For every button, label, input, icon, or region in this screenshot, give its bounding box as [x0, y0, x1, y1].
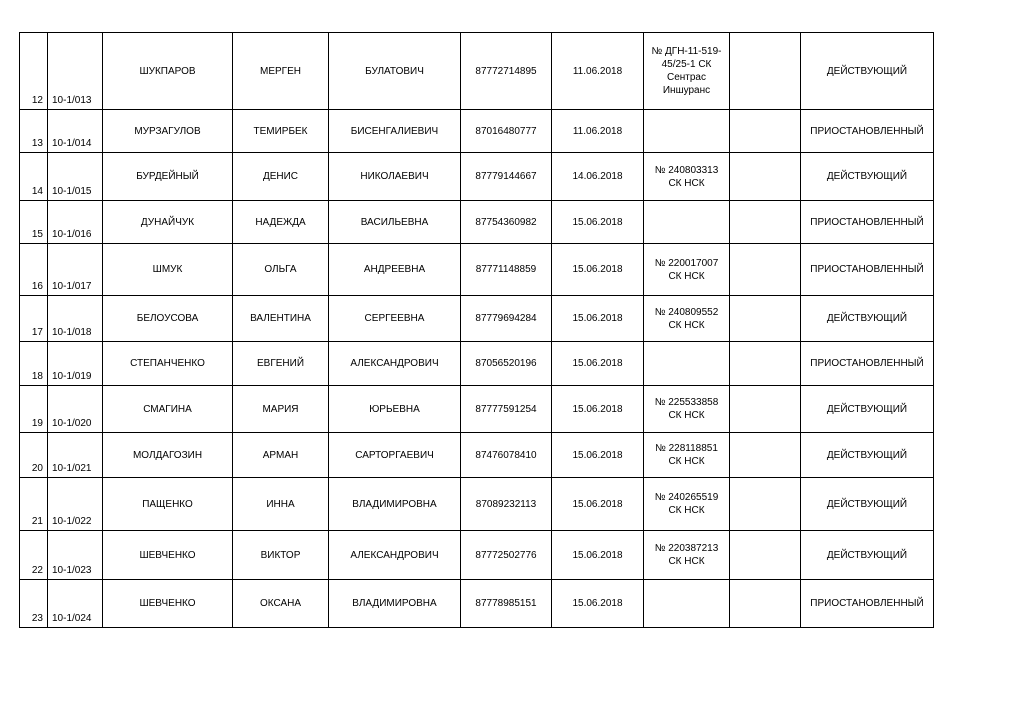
phone-cell: 87772502776	[461, 531, 552, 580]
record-code: 10-1/022	[48, 478, 103, 531]
table-row	[20, 201, 934, 244]
policy-line: СК НСК	[668, 456, 705, 467]
table-row	[20, 478, 934, 531]
record-code: 10-1/015	[48, 153, 103, 201]
first-name-cell: ЕВГЕНИЙ	[233, 342, 329, 386]
table-row	[20, 296, 934, 342]
patronymic-cell: СЕРГЕЕВНА	[329, 296, 461, 342]
row-number: 16	[20, 244, 48, 296]
status-cell: ДЕЙСТВУЮЩИЙ	[801, 33, 934, 110]
date-cell: 15.06.2018	[552, 386, 644, 433]
first-name-cell: МАРИЯ	[233, 386, 329, 433]
table-row	[20, 110, 934, 153]
date-cell: 15.06.2018	[552, 342, 644, 386]
extra-cell	[730, 33, 801, 110]
table-row	[20, 531, 934, 580]
date-cell: 15.06.2018	[552, 201, 644, 244]
surname-cell: МОЛДАГОЗИН	[103, 433, 233, 478]
status-cell: ДЕЙСТВУЮЩИЙ	[801, 386, 934, 433]
row-number: 18	[20, 342, 48, 386]
date-cell: 11.06.2018	[552, 33, 644, 110]
table-row	[20, 386, 934, 433]
policy-line: СК НСК	[668, 177, 705, 189]
status-cell: ПРИОСТАНОВЛЕННЫЙ	[801, 201, 934, 244]
extra-cell	[730, 433, 801, 478]
table-row	[20, 342, 934, 386]
first-name-cell: ТЕМИРБЕК	[233, 110, 329, 153]
row-number: 21	[20, 478, 48, 531]
policy-line: № 240809552	[654, 306, 719, 318]
patronymic-cell: ВЛАДИМИРОВНА	[329, 478, 461, 531]
date-cell: 15.06.2018	[552, 433, 644, 478]
extra-cell	[730, 153, 801, 201]
row-number: 20	[20, 433, 48, 478]
extra-cell	[730, 110, 801, 153]
table-row	[20, 433, 934, 478]
first-name-cell: НАДЕЖДА	[233, 201, 329, 244]
row-number: 14	[20, 153, 48, 201]
extra-cell	[730, 478, 801, 531]
surname-cell: МУРЗАГУЛОВ	[103, 110, 233, 153]
phone-cell: 87777591254	[461, 386, 552, 433]
status-cell: ПРИОСТАНОВЛЕННЫЙ	[801, 244, 934, 296]
first-name-cell: ОКСАНА	[233, 580, 329, 628]
surname-cell: ШЕВЧЕНКО	[103, 531, 233, 580]
policy-cell	[644, 110, 730, 153]
policy-cell	[644, 342, 730, 386]
policy-cell	[644, 478, 730, 531]
row-number: 13	[20, 110, 48, 153]
surname-cell: ШУКПАРОВ	[103, 33, 233, 110]
extra-cell	[730, 201, 801, 244]
policy-line: СК НСК	[668, 410, 705, 421]
policy-line: № ДГН-11-519-	[651, 46, 722, 57]
status-cell: ДЕЙСТВУЮЩИЙ	[801, 433, 934, 478]
policy-line: СК НСК	[668, 556, 705, 567]
record-code: 10-1/013	[48, 33, 103, 110]
phone-cell: 87016480777	[461, 110, 552, 153]
patronymic-cell: АЛЕКСАНДРОВИЧ	[329, 531, 461, 580]
extra-cell	[730, 386, 801, 433]
table-row	[20, 580, 934, 628]
record-code: 10-1/016	[48, 201, 103, 244]
status-cell: ПРИОСТАНОВЛЕННЫЙ	[801, 342, 934, 386]
policy-line: Иншуранс	[662, 85, 711, 96]
patronymic-cell: АЛЕКСАНДРОВИЧ	[329, 342, 461, 386]
row-number: 17	[20, 296, 48, 342]
record-code: 10-1/017	[48, 244, 103, 296]
row-number: 12	[20, 33, 48, 110]
status-cell: ПРИОСТАНОВЛЕННЫЙ	[801, 110, 934, 153]
phone-cell: 87779144667	[461, 153, 552, 201]
date-cell: 15.06.2018	[552, 296, 644, 342]
table-row	[20, 244, 934, 296]
policy-line: СК НСК	[668, 270, 705, 282]
patronymic-cell: САРТОРГАЕВИЧ	[329, 433, 461, 478]
record-code: 10-1/020	[48, 386, 103, 433]
registry-body	[20, 33, 934, 628]
status-cell: ДЕЙСТВУЮЩИЙ	[801, 153, 934, 201]
phone-cell: 87089232113	[461, 478, 552, 531]
surname-cell: ШЕВЧЕНКО	[103, 580, 233, 628]
policy-line: № 228118851	[655, 443, 718, 454]
status-cell: ПРИОСТАНОВЛЕННЫЙ	[801, 580, 934, 628]
policy-cell	[644, 244, 730, 296]
table-row	[20, 33, 934, 110]
policy-line: № 220387213	[654, 543, 719, 554]
patronymic-cell: БИСЕНГАЛИЕВИЧ	[329, 110, 461, 153]
policy-cell	[644, 386, 730, 433]
policy-cell	[644, 33, 730, 110]
extra-cell	[730, 244, 801, 296]
extra-cell	[730, 296, 801, 342]
policy-cell	[644, 201, 730, 244]
status-cell: ДЕЙСТВУЮЩИЙ	[801, 478, 934, 531]
policy-cell	[644, 433, 730, 478]
date-cell: 15.06.2018	[552, 244, 644, 296]
row-number: 23	[20, 580, 48, 628]
first-name-cell: АРМАН	[233, 433, 329, 478]
status-cell: ДЕЙСТВУЮЩИЙ	[801, 296, 934, 342]
policy-line: СК НСК	[668, 319, 705, 331]
policy-line: СК НСК	[668, 505, 705, 516]
record-code: 10-1/019	[48, 342, 103, 386]
surname-cell: СТЕПАНЧЕНКО	[103, 342, 233, 386]
patronymic-cell: ВЛАДИМИРОВНА	[329, 580, 461, 628]
phone-cell: 87779694284	[461, 296, 552, 342]
first-name-cell: ВАЛЕНТИНА	[233, 296, 329, 342]
patronymic-cell: ВАСИЛЬЕВНА	[329, 201, 461, 244]
phone-cell: 87056520196	[461, 342, 552, 386]
table-row	[20, 153, 934, 201]
registry-table	[19, 32, 934, 628]
first-name-cell: МЕРГЕН	[233, 33, 329, 110]
policy-line: № 240803313	[654, 164, 719, 176]
policy-line: № 225533858	[654, 397, 719, 408]
extra-cell	[730, 580, 801, 628]
first-name-cell: ОЛЬГА	[233, 244, 329, 296]
policy-line: 45/25-1 СК	[661, 59, 712, 70]
phone-cell: 87772714895	[461, 33, 552, 110]
patronymic-cell: БУЛАТОВИЧ	[329, 33, 461, 110]
row-number: 15	[20, 201, 48, 244]
phone-cell: 87778985151	[461, 580, 552, 628]
policy-line: Сентрас	[666, 72, 706, 83]
policy-cell	[644, 296, 730, 342]
extra-cell	[730, 531, 801, 580]
phone-cell: 87771148859	[461, 244, 552, 296]
policy-line: № 240265519	[654, 492, 719, 503]
row-number: 22	[20, 531, 48, 580]
surname-cell: ПАЩЕНКО	[103, 478, 233, 531]
surname-cell: БЕЛОУСОВА	[103, 296, 233, 342]
date-cell: 15.06.2018	[552, 478, 644, 531]
record-code: 10-1/024	[48, 580, 103, 628]
record-code: 10-1/023	[48, 531, 103, 580]
date-cell: 11.06.2018	[552, 110, 644, 153]
surname-cell: СМАГИНА	[103, 386, 233, 433]
policy-line: № 220017007	[654, 257, 719, 269]
record-code: 10-1/014	[48, 110, 103, 153]
phone-cell: 87754360982	[461, 201, 552, 244]
date-cell: 14.06.2018	[552, 153, 644, 201]
policy-cell	[644, 531, 730, 580]
first-name-cell: ДЕНИС	[233, 153, 329, 201]
record-code: 10-1/018	[48, 296, 103, 342]
surname-cell: ШМУК	[103, 244, 233, 296]
row-number: 19	[20, 386, 48, 433]
patronymic-cell: НИКОЛАЕВИЧ	[329, 153, 461, 201]
policy-cell	[644, 580, 730, 628]
date-cell: 15.06.2018	[552, 580, 644, 628]
date-cell: 15.06.2018	[552, 531, 644, 580]
patronymic-cell: ЮРЬЕВНА	[329, 386, 461, 433]
extra-cell	[730, 342, 801, 386]
patronymic-cell: АНДРЕЕВНА	[329, 244, 461, 296]
first-name-cell: ИННА	[233, 478, 329, 531]
record-code: 10-1/021	[48, 433, 103, 478]
status-cell: ДЕЙСТВУЮЩИЙ	[801, 531, 934, 580]
surname-cell: ДУНАЙЧУК	[103, 201, 233, 244]
surname-cell: БУРДЕЙНЫЙ	[103, 153, 233, 201]
first-name-cell: ВИКТОР	[233, 531, 329, 580]
policy-cell	[644, 153, 730, 201]
phone-cell: 87476078410	[461, 433, 552, 478]
